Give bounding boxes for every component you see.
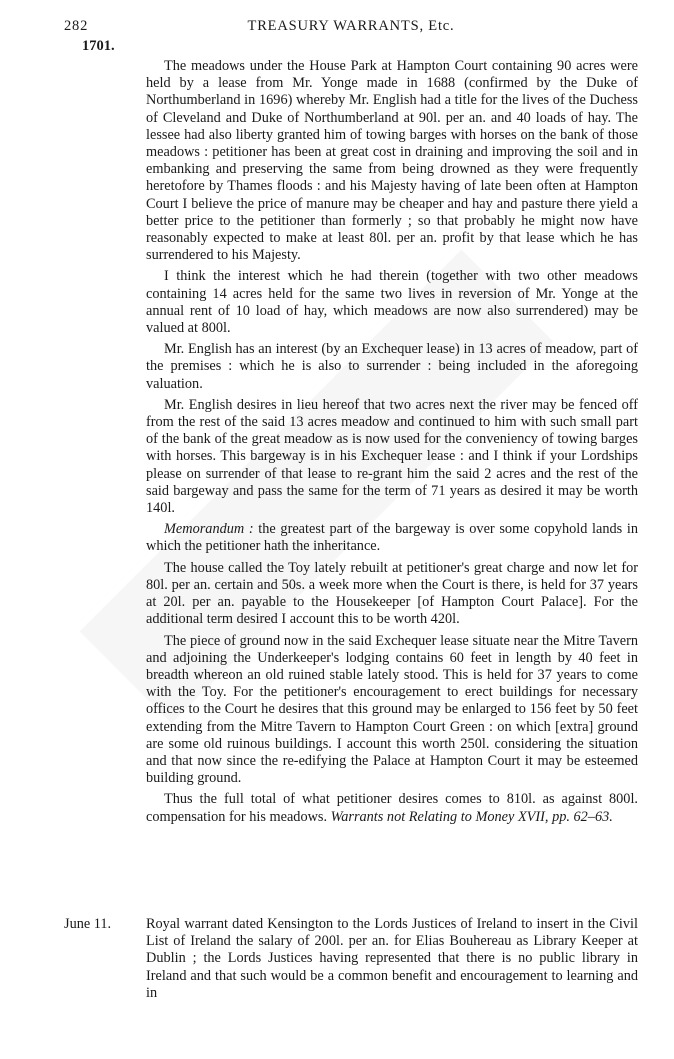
paragraph: The house called the Toy lately rebuilt at petitioner's great charge and now let for 80l. per an. certain and 50s. a week more when the Court is there, is held for 37 years at 20l. per an. payable to the Housekeeper [of Hampton Court Palace]. For the additional term desired I account this to be worth 420l. — [146, 559, 638, 628]
paragraph: I think the interest which he had therein (together with two other meadows containing 14 acres held for the same two lives in reversion of Mr. Yonge at the annual rent of 10 load of hay, which meadows are now also surrendered) may be valued at 800l. — [146, 268, 638, 337]
margin-year: 1701. — [82, 38, 115, 54]
page-number: 282 — [64, 18, 89, 34]
paragraph: Mr. English desires in lieu hereof that two acres next the river may be fenced off from the rest of the said 13 acres meadow and continued to him with such small part of the bank of the great meadow as is now used for the conveniency of towing barges with horses. This bargeway is in his Exchequer lease : and I think if your Lordships please on surrender of that lease to re-grant him the said 2 acres and the rest of the said bargeway and pass the same for the term of 71 years as desired it may be worth 140l. — [146, 396, 638, 517]
paragraph: Memorandum : the greatest part of the bargeway is over some copyhold lands in which the petitioner hath the inheritance. — [146, 521, 638, 555]
paragraph: Mr. English has an interest (by an Exchequer lease) in 13 acres of meadow, part of the premises : which he is also to surrender : being included in the aforegoing valuation. — [146, 341, 638, 392]
page-header — [64, 18, 638, 40]
running-title: TREASURY WARRANTS, Etc. — [247, 18, 455, 34]
paragraph: Thus the full total of what petitioner desires comes to 810l. as against 800l. compensation for his meadows. Warrants not Relating to Money XVII, pp. 62–63. — [146, 791, 638, 825]
entry-text — [146, 916, 638, 1006]
source-reference: Warrants not Relating to Money XVII, pp. 62–63. — [330, 808, 613, 825]
memorandum-label: Memorandum : — [164, 521, 254, 538]
entry-date: June 11. — [64, 916, 112, 932]
paragraph: The piece of ground now in the said Exchequer lease situate near the Mitre Tavern and adjoining the Underkeeper's lodging contains 60 feet in length by 40 feet in breadth whereon an old ruined stable lately stood. This is held for 37 years to come with the Toy. For the petitioner's encouragement to erect buildings for necessary offices to the Court he desires that this ground may be enlarged to 156 feet by 50 feet extending from the Mitre Tavern to Hampton Court Green : on which [extra] ground are some old ruinous buildings. I account this worth 250l. considering the situation and that now since the re-edifying the Palace at Hampton Court it may be esteemed building ground. — [146, 632, 638, 787]
paragraph: The meadows under the House Park at Hampton Court containing 90 acres were held by a lease from Mr. Yonge made in 1688 (confirmed by the Duke of Northumberland in 1696) whereby Mr. English had a title for the lives of the Duchess of Cleveland and Duke of Northumberland at 90l. per an. and 40 loads of hay. The lessee had also liberty granted him of towing barges with horses on the bank of those meadows : petitioner has been at great cost in draining and improving the soil and in embanking and preserving the same from being drowned as they were frequently heretofore by Thames floods : and his Majesty having of late been often at Hampton Court I believe the price of manure may be cheaper and hay and pasture there yield a better price to the petitioner than formerly ; so that probably he might now have reasonably expected to make at least 80l. per an. profit by that lease which he has surrendered to his Majesty. — [146, 58, 638, 264]
paragraph: Royal warrant dated Kensington to the Lords Justices of Ireland to insert in the Civil List of Ireland the salary of 200l. per an. for Elias Bouhereau as Library Keeper at Dublin ; the Lords Justices having represented that there is no public library in Ireland and that such would be a common benefit and encouragement to learning and in — [146, 916, 638, 1001]
body-text — [146, 58, 638, 830]
